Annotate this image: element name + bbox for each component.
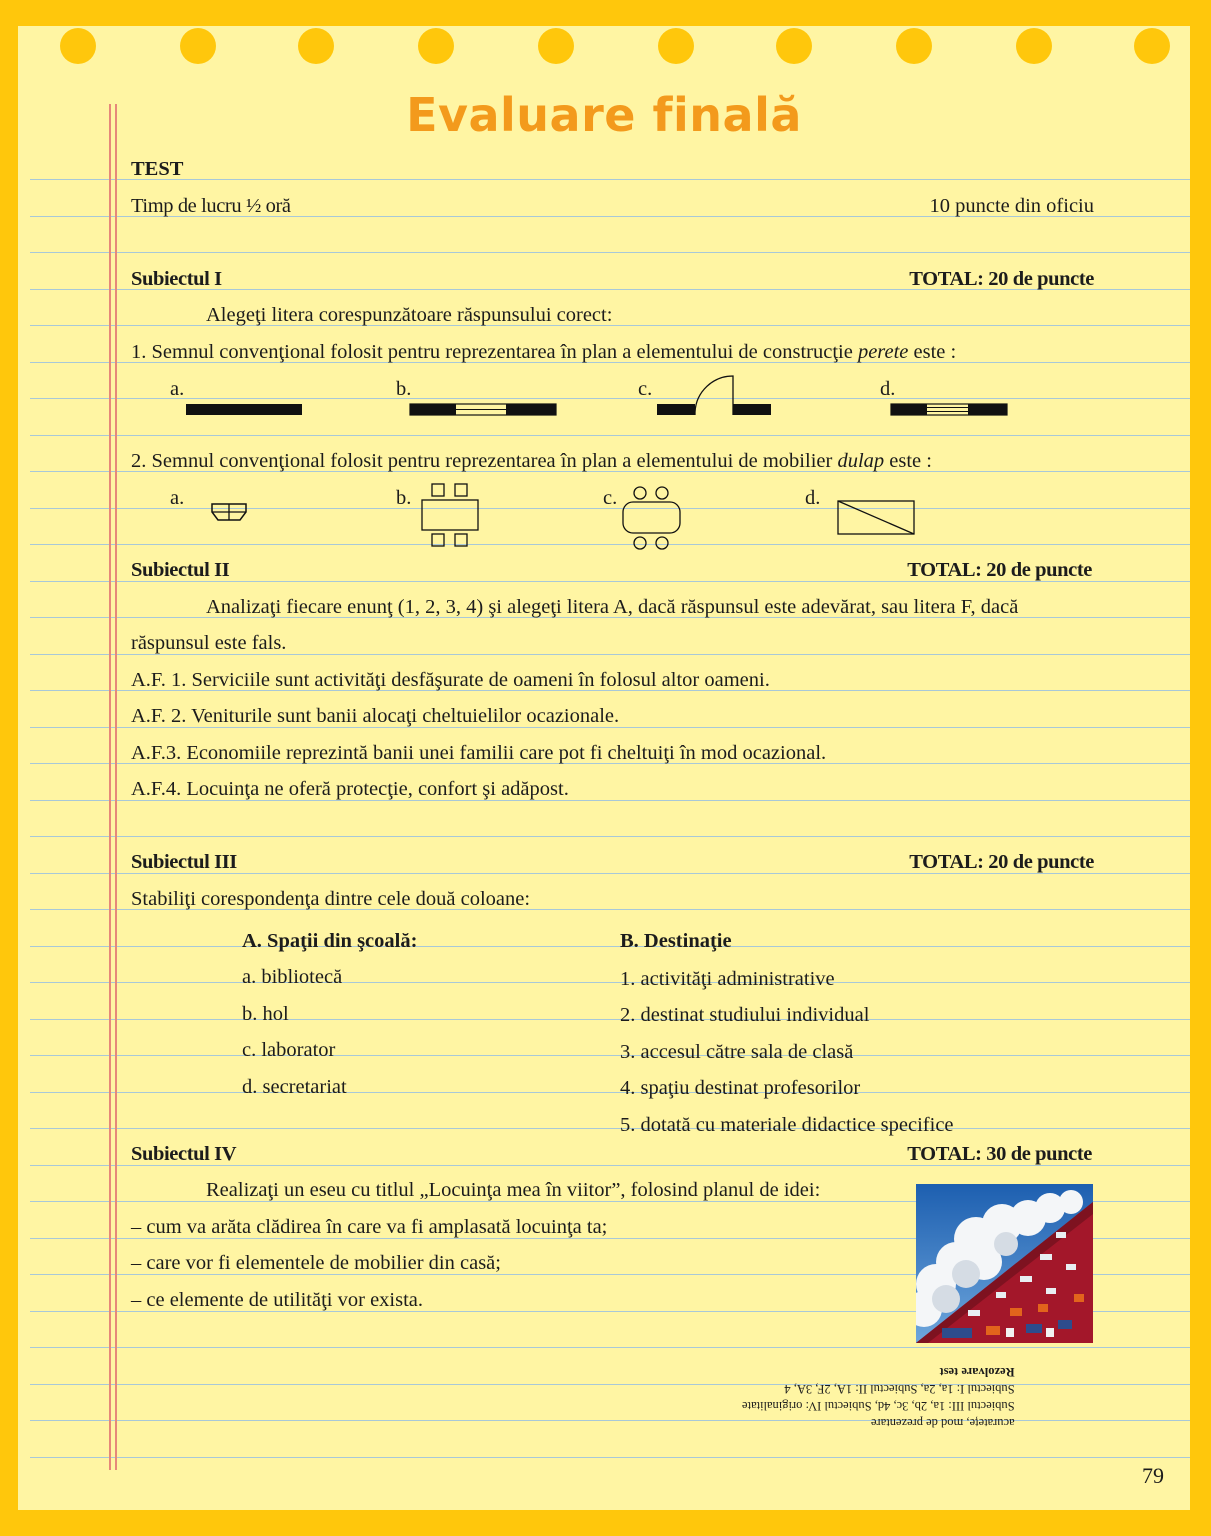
binder-hole <box>180 28 216 64</box>
statement-item: A.F.4. Locuinţa ne oferă protecţie, confort şi adăpost. <box>131 778 569 800</box>
question-2-text: 2. Semnul convenţional folosit pentru reprezentarea în plan a elementului de mobilier <box>131 450 838 472</box>
subject-4-heading: Subiectul IV <box>131 1143 237 1165</box>
answer-key-upside-down <box>742 1363 1015 1431</box>
building-photo <box>916 1184 1093 1343</box>
wardrobe-symbol <box>210 502 250 526</box>
question-1 <box>131 340 956 364</box>
column-a-item: b. hol <box>242 1003 289 1025</box>
page-title: Evaluare finală <box>406 88 802 142</box>
answer-key-line: Subiectul III: 1a, 2b, 3c, 4d, Subiectul IV: originalitate <box>742 1399 1015 1413</box>
q2-option-c-label: c. <box>603 487 618 509</box>
ruled-line <box>30 179 1190 180</box>
column-b-item: 5. dotată cu materiale didactice specifice <box>620 1114 954 1136</box>
ruled-line <box>30 398 1190 399</box>
column-b-item: 2. destinat studiului individual <box>620 1004 870 1026</box>
test-label: TEST <box>131 158 184 180</box>
subject-4-instruction: Realizaţi un eseu cu titlul „Locuinţa mea în viitor”, folosind planul de idei: <box>206 1179 821 1201</box>
q1-option-d-label: d. <box>880 378 896 400</box>
statement-item: A.F.3. Economiile reprezintă banii unei familii care pot fi cheltuiţi în mod ocazional. <box>131 742 827 764</box>
time-label: Timp de lucru ½ oră <box>131 195 291 217</box>
statement-item: A.F. 2. Veniturile sunt banii alocaţi cheltuielilor ocazionale. <box>131 705 620 727</box>
question-1-end: este : <box>908 341 957 363</box>
ruled-line <box>30 946 1190 947</box>
bed-symbol <box>836 498 918 538</box>
ruled-line <box>30 1457 1190 1458</box>
subject-2-instruction-cont: răspunsul este fals. <box>131 632 287 654</box>
ruled-line <box>30 1128 1190 1129</box>
ruled-line <box>30 544 1190 545</box>
subject-4-total: TOTAL: 30 de puncte <box>907 1143 1092 1165</box>
essay-idea: – care vor fi elementele de mobilier din casă; <box>131 1252 501 1274</box>
column-b-item: 4. spaţiu destinat profesorilor <box>620 1077 861 1099</box>
ruled-line <box>30 1019 1190 1020</box>
column-a-item: d. secretariat <box>242 1076 347 1098</box>
column-b-item: 1. activităţi administrative <box>620 968 835 990</box>
subject-2-instruction: Analizaţi fiecare enunţ (1, 2, 3, 4) şi alegeţi litera A, dacă răspunsul este adevărat, sau litera F, dacă <box>206 596 1019 618</box>
binder-hole <box>776 28 812 64</box>
ruled-line <box>30 836 1190 837</box>
question-2-end: este : <box>884 450 932 472</box>
ruled-line <box>30 982 1190 983</box>
question-1-term: perete <box>857 341 909 363</box>
subject-1-heading: Subiectul I <box>131 268 222 290</box>
margin-line-right <box>115 104 117 1470</box>
page-number: 79 <box>1142 1463 1164 1488</box>
wall-symbol <box>185 402 305 418</box>
binder-hole <box>60 28 96 64</box>
round-table-symbol <box>620 483 686 553</box>
essay-idea: – ce elemente de utilităţi vor exista. <box>131 1289 424 1311</box>
column-a-item: a. bibliotecă <box>242 966 343 988</box>
question-2 <box>131 449 932 473</box>
ruled-line <box>30 1384 1190 1385</box>
q2-option-a-label: a. <box>170 487 185 509</box>
statement-item: A.F. 1. Serviciile sunt activităţi desfăşurate de oameni în folosul altor oameni. <box>131 669 770 691</box>
subject-3-total: TOTAL: 20 de puncte <box>909 851 1094 873</box>
column-b-title: B. Destinaţie <box>620 930 732 952</box>
margin-line-left <box>109 104 111 1470</box>
binder-hole <box>298 28 334 64</box>
double-window-symbol <box>890 398 1010 418</box>
binder-hole <box>538 28 574 64</box>
subject-3-instruction: Stabiliţi corespondenţa dintre cele două coloane: <box>131 888 531 910</box>
door-symbol <box>656 374 776 418</box>
question-1-text: 1. Semnul convenţional folosit pentru reprezentarea în plan a elementului de construcţie <box>131 341 858 363</box>
column-a-title: A. Spaţii din şcoală: <box>242 930 418 952</box>
question-2-term: dulap <box>837 450 885 472</box>
answer-key-line: Subiectul I: 1a, 2a, Subiectul II: 1A, 2F, 3A, 4 <box>784 1382 1015 1396</box>
ruled-line <box>30 1347 1190 1348</box>
subject-1-total: TOTAL: 20 de puncte <box>909 268 1094 290</box>
notebook-page <box>18 26 1190 1510</box>
subject-1-instruction: Alegeţi litera corespunzătoare răspunsului corect: <box>206 304 613 326</box>
ruled-line <box>30 1092 1190 1093</box>
essay-idea: – cum va arăta clădirea în care va fi amplasată locuinţa ta; <box>131 1216 608 1238</box>
answer-key-title: Rezolvare test <box>939 1365 1015 1379</box>
answer-key-line: acuratețe, mod de prezentare <box>870 1416 1015 1430</box>
q1-option-a-label: a. <box>170 378 185 400</box>
binder-hole <box>418 28 454 64</box>
q2-option-b-label: b. <box>396 487 412 509</box>
subject-2-total: TOTAL: 20 de puncte <box>907 559 1092 581</box>
column-b-item: 3. accesul către sala de clasă <box>620 1041 854 1063</box>
window-symbol <box>409 398 559 418</box>
bonus-points: 10 puncte din oficiu <box>929 195 1094 217</box>
table-chairs-symbol <box>418 482 484 550</box>
q2-option-d-label: d. <box>805 487 821 509</box>
binder-hole <box>1016 28 1052 64</box>
ruled-line <box>30 1055 1190 1056</box>
binder-hole <box>658 28 694 64</box>
ruled-line <box>30 252 1190 253</box>
binder-hole <box>896 28 932 64</box>
ruled-line <box>30 435 1190 436</box>
column-a-item: c. laborator <box>242 1039 336 1061</box>
q1-option-c-label: c. <box>638 378 653 400</box>
subject-3-heading: Subiectul III <box>131 851 237 873</box>
subject-2-heading: Subiectul II <box>131 559 230 581</box>
ruled-line <box>30 1420 1190 1421</box>
binder-hole <box>1134 28 1170 64</box>
q1-option-b-label: b. <box>396 378 412 400</box>
